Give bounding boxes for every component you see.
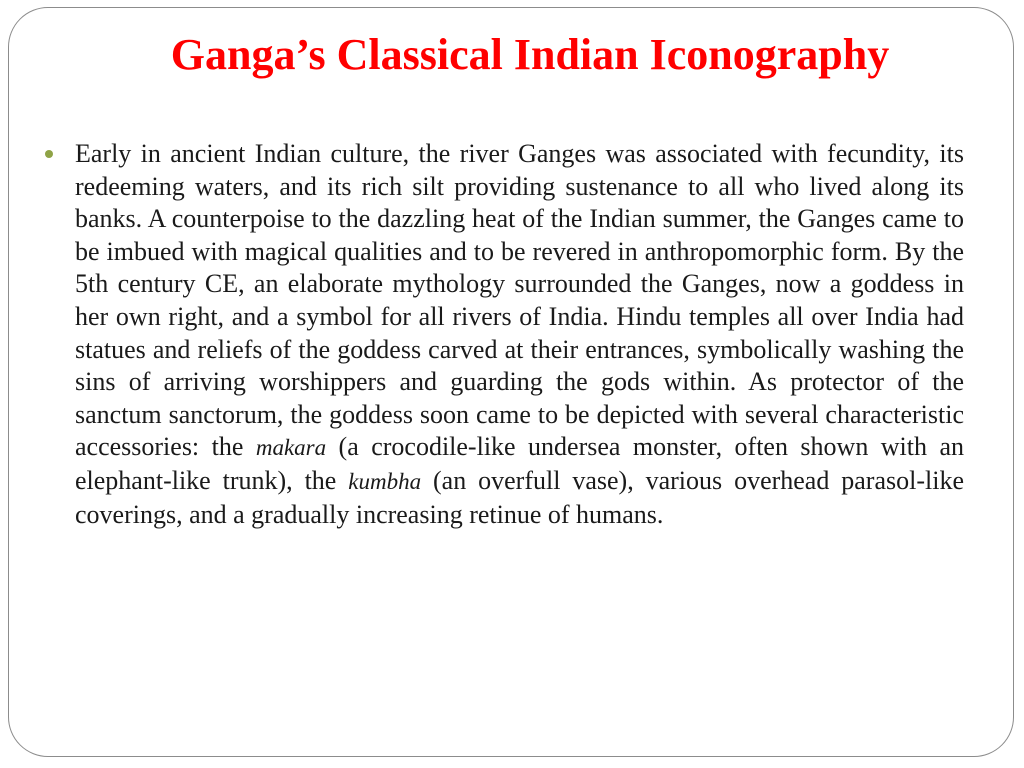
slide-content xyxy=(44,138,964,531)
bullet-item xyxy=(44,138,964,531)
slide-title: Ganga’s Classical Indian Iconography xyxy=(170,30,890,79)
paragraph-text-part2: (a crocodile-like undersea monster, often shown with an elephant-like trunk), the xyxy=(75,432,964,495)
term-kumbha: kumbha xyxy=(348,468,422,494)
bullet-paragraph xyxy=(75,138,964,531)
bullet-dot-icon xyxy=(45,150,53,158)
term-makara: makara xyxy=(255,435,327,461)
paragraph-text-part3: (an overfull vase), various overhead parasol-like coverings, and a gradually increasing retinue of humans. xyxy=(75,465,964,529)
paragraph-text-part1: Early in ancient Indian culture, the river Ganges was associated with fecundity, its redeeming waters, and its rich silt providing sustenance to all who lived along its banks. A counterpoise to the dazzling heat of the Indian summer, the Ganges came to be imbued with magical qualities and to be revered in anthropomorphic form. By the 5th century CE, an elaborate mythology surrounded the Ganges, now a goddess in her own right, and a symbol for all rivers of India. Hindu temples all over India had statues and reliefs of the goddess carved at their entrances, symbolically washing the sins of arriving worshippers and guarding the gods within. As protector of the sanctum sanctorum, the goddess soon came to be depicted with several characteristic accessories: the xyxy=(75,139,964,462)
